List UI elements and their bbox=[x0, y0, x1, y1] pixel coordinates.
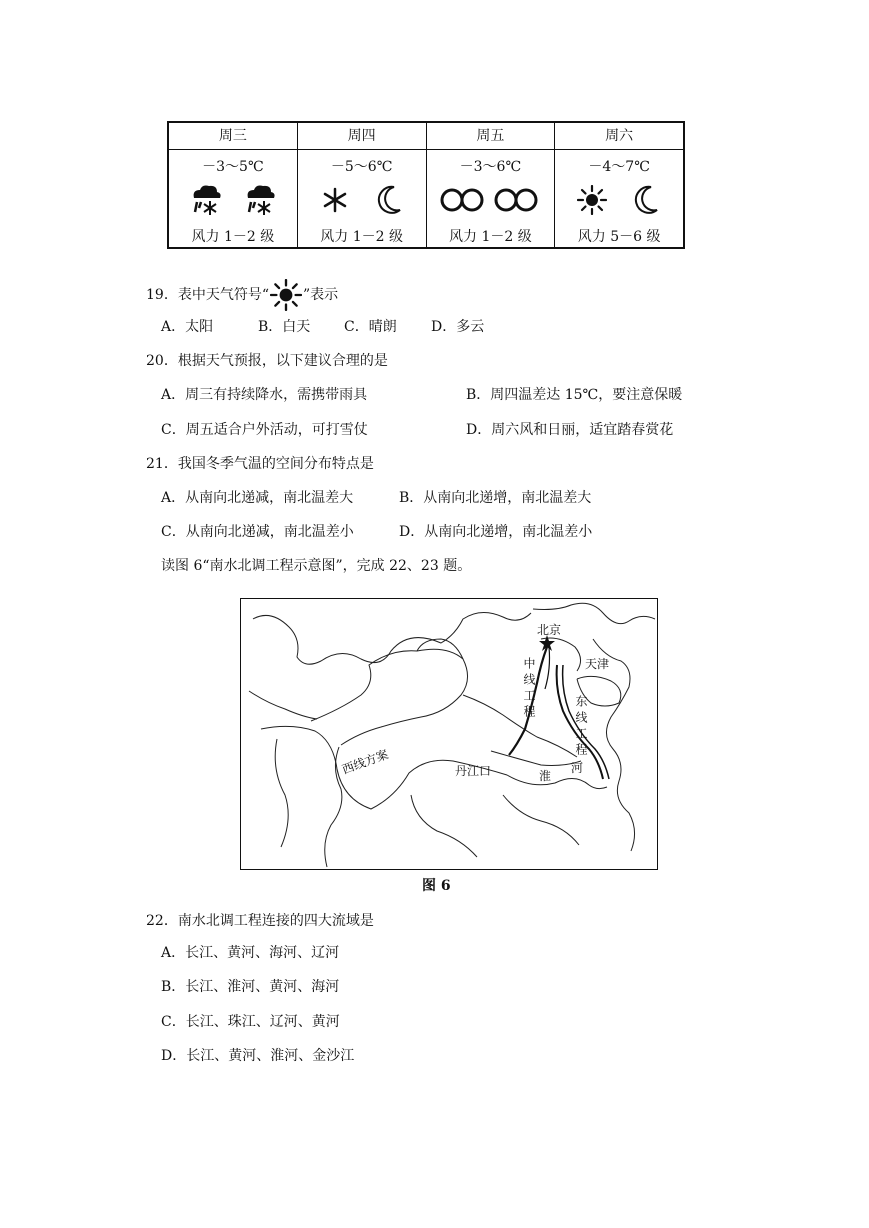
option-a: A．太阳 bbox=[161, 319, 214, 335]
option-b: B．周四温差达 15℃，要注意保暖 bbox=[466, 387, 683, 403]
option-d: D．周六风和日丽，适宜踏春赏花 bbox=[466, 422, 674, 438]
weather-wind: 风力 1－2 级 bbox=[320, 229, 403, 245]
option-b: B．从南向北递增，南北温差大 bbox=[399, 490, 592, 506]
weather-wind: 风力 1－2 级 bbox=[449, 229, 532, 245]
snow-rain-icon bbox=[189, 182, 223, 218]
label-middle-line: 中线工程 bbox=[522, 657, 536, 721]
weather-wind: 风力 1－2 级 bbox=[191, 229, 275, 245]
moon-icon bbox=[631, 184, 661, 216]
label-west-plan: 西线方案 bbox=[340, 747, 391, 777]
label-tianjin: 天津 bbox=[585, 657, 610, 671]
weather-temp: －5～6℃ bbox=[330, 159, 393, 175]
option-d: D．多云 bbox=[431, 319, 485, 335]
option-a: A．周三有持续降水，需携带雨具 bbox=[161, 387, 368, 403]
moon-icon bbox=[374, 184, 404, 216]
option-c: C．晴朗 bbox=[344, 319, 397, 335]
weather-column-sat bbox=[555, 123, 683, 247]
weather-day: 周五 bbox=[427, 123, 555, 150]
sun-icon bbox=[577, 185, 607, 215]
weather-temp: －4～7℃ bbox=[588, 159, 650, 175]
weather-column-fri bbox=[427, 123, 556, 247]
label-river: 河 bbox=[571, 761, 584, 775]
sun-icon bbox=[270, 279, 302, 311]
weather-icons bbox=[555, 176, 683, 224]
weather-temp: －3～6℃ bbox=[459, 159, 522, 175]
weather-icons bbox=[427, 176, 555, 224]
question-22-stem: 22．南水北调工程连接的四大流域是 bbox=[146, 913, 374, 929]
option-d: D．从南向北递增，南北温差小 bbox=[399, 524, 593, 540]
question-stem-text: ”表示 bbox=[302, 287, 339, 303]
label-danjiangkou: 丹江口 bbox=[455, 764, 492, 778]
option-a: A．长江、黄河、海河、辽河 bbox=[161, 945, 340, 961]
weather-day: 周三 bbox=[169, 123, 297, 150]
figure-intro: 读图 6“南水北调工程示意图”，完成 22、23 题。 bbox=[161, 558, 472, 574]
question-stem-text: 19．表中天气符号“ bbox=[146, 287, 269, 303]
snow-rain-icon bbox=[243, 182, 277, 218]
fog-icon bbox=[439, 185, 487, 215]
option-d: D．长江、黄河、淮河、金沙江 bbox=[161, 1048, 355, 1064]
label-huai: 淮 bbox=[539, 769, 552, 783]
option-c: C．从南向北递减，南北温差小 bbox=[161, 524, 354, 540]
weather-day: 周六 bbox=[555, 123, 683, 150]
option-c: C．周五适合户外活动，可打雪仗 bbox=[161, 422, 368, 438]
clear-day-icon bbox=[320, 185, 350, 215]
question-19-stem bbox=[146, 285, 338, 305]
option-a: A．从南向北递减，南北温差大 bbox=[161, 490, 354, 506]
question-20-stem: 20．根据天气预报，以下建议合理的是 bbox=[146, 353, 388, 369]
figure-caption: 图 6 bbox=[422, 878, 451, 894]
label-beijing: 北京 bbox=[537, 623, 562, 637]
option-c: C．长江、珠江、辽河、黄河 bbox=[161, 1014, 340, 1030]
weather-forecast-table bbox=[167, 121, 685, 249]
weather-day: 周四 bbox=[298, 123, 426, 150]
south-north-water-map bbox=[240, 598, 658, 870]
weather-column-wed bbox=[169, 123, 298, 247]
weather-temp: －3～5℃ bbox=[202, 159, 264, 175]
weather-icons bbox=[298, 176, 426, 224]
weather-wind: 风力 5－6 级 bbox=[577, 229, 661, 245]
question-21-stem: 21．我国冬季气温的空间分布特点是 bbox=[146, 456, 374, 472]
weather-icons bbox=[169, 176, 297, 224]
option-b: B．白天 bbox=[258, 319, 311, 335]
fog-icon bbox=[493, 185, 541, 215]
option-b: B．长江、淮河、黄河、海河 bbox=[161, 979, 340, 995]
weather-column-thu bbox=[298, 123, 427, 247]
label-east-line: 东线工程 bbox=[574, 695, 588, 759]
map-drawing bbox=[241, 599, 656, 868]
